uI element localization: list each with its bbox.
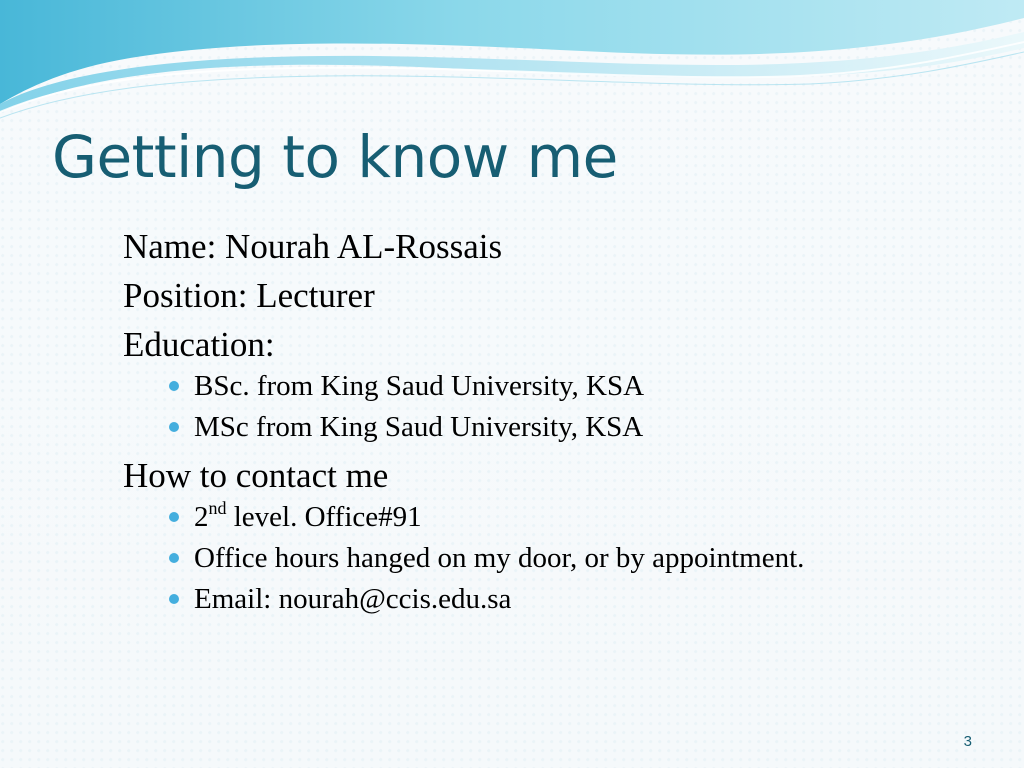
list-item xyxy=(123,582,973,616)
bullet-icon xyxy=(169,594,179,604)
bullet-icon xyxy=(169,381,179,391)
office-number: level. Office#91 xyxy=(226,501,422,533)
office-hours: Office hours hanged on my door, or by appointment. xyxy=(194,542,805,574)
page-number: 3 xyxy=(963,733,972,750)
list-item xyxy=(123,369,973,403)
slide-title: Getting to know me xyxy=(52,123,618,191)
list-item xyxy=(123,541,973,575)
position-line: Position: Lecturer xyxy=(123,276,375,315)
office-location xyxy=(194,498,422,533)
contact-list xyxy=(123,500,973,616)
name-line: Name: Nourah AL-Rossais xyxy=(123,227,503,266)
list-item xyxy=(123,500,973,534)
education-list xyxy=(123,369,973,444)
level-number: 2 xyxy=(194,501,209,533)
email-line: Email: nourah@ccis.edu.sa xyxy=(194,583,512,615)
list-item xyxy=(123,410,973,444)
education-item-msc: MSc from King Saud University, KSA xyxy=(194,411,644,443)
contact-heading: How to contact me xyxy=(123,456,389,495)
bullet-icon xyxy=(169,553,179,563)
bullet-icon xyxy=(169,512,179,522)
education-heading: Education: xyxy=(123,325,275,364)
decorative-wave-banner xyxy=(0,0,1024,130)
level-suffix: nd xyxy=(208,498,227,518)
education-item-bsc: BSc. from King Saud University, KSA xyxy=(194,370,645,402)
slide-content xyxy=(123,222,973,623)
bullet-icon xyxy=(169,422,179,432)
